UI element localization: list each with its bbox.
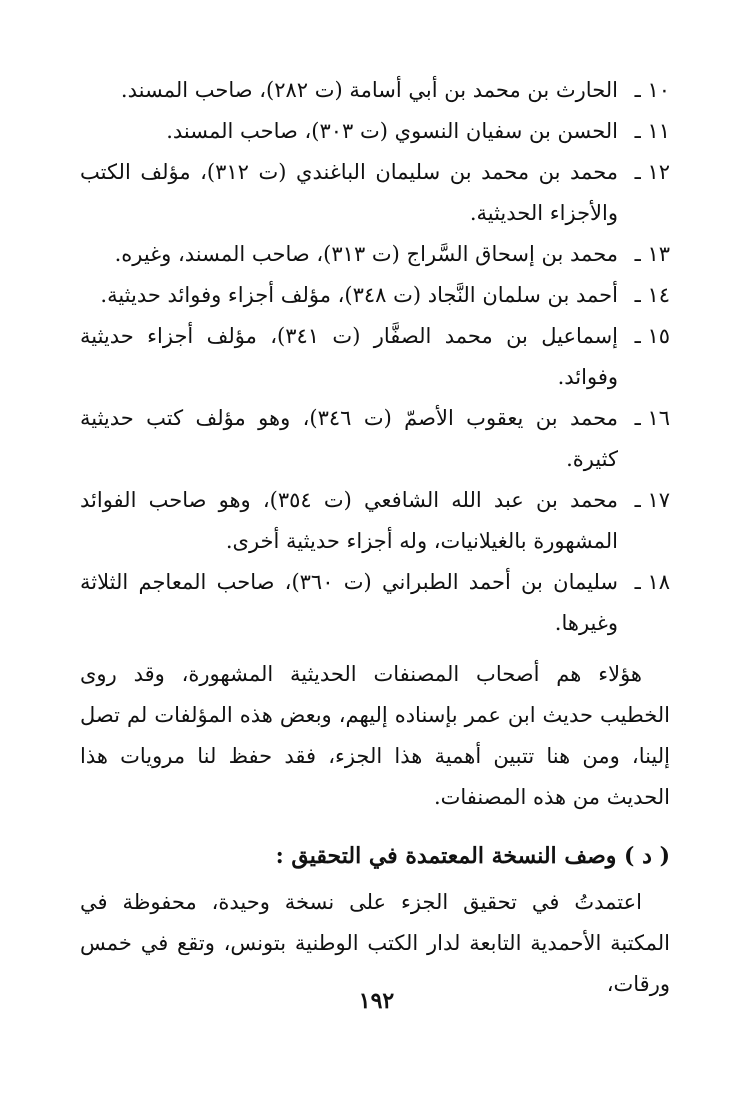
- list-item: [80, 234, 670, 275]
- item-text: محمد بن عبد الله الشافعي (ت ٣٥٤)، وهو صاحب الفوائد المشهورة بالغيلانيات، وله أجزاء حديثية أخرى.: [80, 488, 618, 553]
- list-item: [80, 562, 670, 644]
- item-number: ١٤ ـ: [634, 283, 670, 307]
- list-item: [80, 70, 670, 111]
- item-number: ١٣ ـ: [634, 242, 670, 266]
- page-content: [80, 70, 670, 1005]
- item-number: ١٠ ـ: [634, 78, 670, 102]
- list-item: [80, 316, 670, 398]
- list-item: [80, 111, 670, 152]
- list-item: [80, 152, 670, 234]
- item-text: محمد بن إسحاق السَّراج (ت ٣١٣)، صاحب المسند، وغيره.: [114, 242, 618, 266]
- item-text: محمد بن محمد بن سليمان الباغندي (ت ٣١٢)، مؤلف الكتب والأجزاء الحديثية.: [80, 160, 618, 225]
- page-number: ١٩٢: [358, 988, 395, 1014]
- item-number: ١٥ ـ: [634, 324, 670, 348]
- item-text: الحارث بن محمد بن أبي أسامة (ت ٢٨٢)، صاحب المسند.: [120, 78, 618, 102]
- body-paragraph-2: اعتمدتُ في تحقيق الجزء على نسخة وحيدة، محفوظة في المكتبة الأحمدية التابعة لدار الكتب الوطنية بتونس، وتقع في خمس ورقات،: [80, 890, 670, 996]
- item-number: ١١ ـ: [634, 119, 670, 143]
- item-number: ١٢ ـ: [634, 160, 670, 184]
- item-text: إسماعيل بن محمد الصفَّار (ت ٣٤١)، مؤلف أجزاء حديثية وفوائد.: [80, 324, 619, 389]
- list-item: [80, 398, 670, 480]
- item-text: الحسن بن سفيان النسوي (ت ٣٠٣)، صاحب المسند.: [166, 119, 618, 143]
- body-paragraph: هؤلاء هم أصحاب المصنفات الحديثية المشهورة، وقد روى الخطيب حديث ابن عمر بإسناده إليهم، وبعض هذه المؤلفات لم تصل إلينا، ومن هنا تتبين أهمية هذا الجزء، فقد حفظ لنا مرويات هذا الحديث من هذه المصنفات.: [80, 662, 670, 809]
- item-text: محمد بن يعقوب الأصمّ (ت ٣٤٦)، وهو مؤلف كتب حديثية كثيرة.: [80, 406, 618, 471]
- item-number: ١٨ ـ: [634, 570, 670, 594]
- item-number: ١٧ ـ: [634, 488, 670, 512]
- item-text: أحمد بن سلمان النَّجاد (ت ٣٤٨)، مؤلف أجزاء وفوائد حديثية.: [100, 283, 618, 307]
- item-number: ١٦ ـ: [634, 406, 670, 430]
- list-item: [80, 480, 670, 562]
- item-text: سليمان بن أحمد الطبراني (ت ٣٦٠)، صاحب المعاجم الثلاثة وغيرها.: [80, 570, 618, 635]
- list-item: [80, 275, 670, 316]
- section-heading: ( د ) وصف النسخة المعتمدة في التحقيق :: [275, 843, 670, 869]
